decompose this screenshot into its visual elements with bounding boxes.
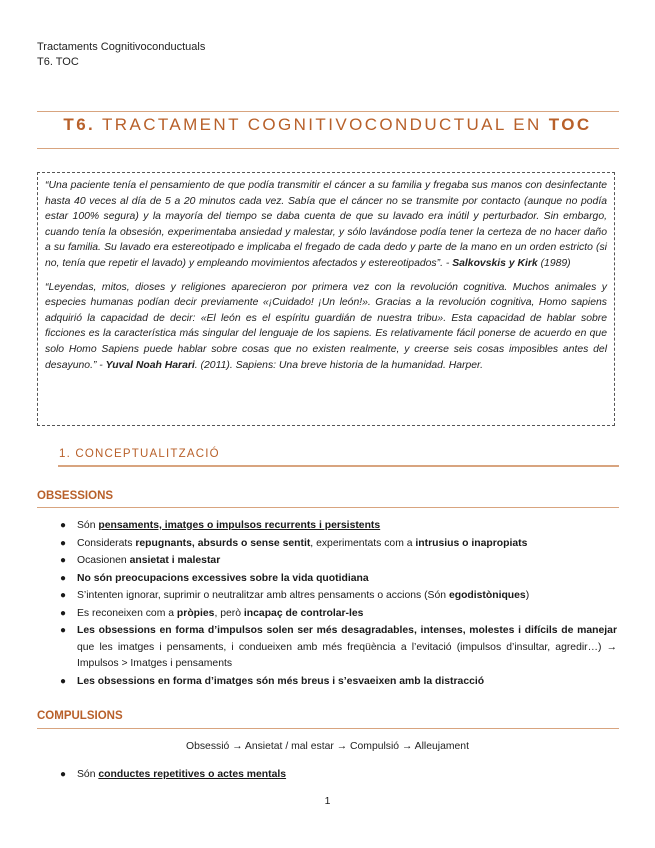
title-suffix: TOC [548, 115, 592, 134]
quote-1-author: Salkovskis y Kirk [452, 257, 538, 269]
quote-2: “Leyendas, mitos, dioses y religiones aparecieron por primera vez con la revolución cognitiva. Muchos animales y especies humanas podían decir previamente «¡Cuidado! ¡Un león!». Gracias a la revolución cognitiva, Homo sapiens adquirió la capacidad de decir: «El león es el espíritu guardián de nuestra tribu». Esta capacidad de hablar sobre ficciones es la característica más singular del lenguaje de los sapiens. Es relativamente fácil ponerse de acuerdo en que solo Homo Sapiens puede hablar sobre cosas que no existen realmente, y creerse seis cosas imposibles antes del desayuno.” - Yuval Noah Harari. (2011). Sapiens: Una breve historia de la humanidad. Harper. [45, 281, 607, 371]
compulsions-list [37, 767, 617, 785]
compulsions-rule [37, 728, 619, 729]
section-heading-conceptualitzacio: 1. CONCEPTUALITZACIÓ [59, 448, 220, 460]
list-item: ● Són conductes repetitives o actes mentals [60, 769, 287, 780]
quote-box [37, 172, 615, 426]
running-header [37, 40, 205, 70]
title-bottom-rule [37, 148, 619, 149]
list-item: ● Les obsessions en forma d’impulsos solen ser més desagradables, intenses, molestes i difícils de manejar que les imatges i pensaments, i condueixen amb més freqüència a l’evitació (impulsos d’insultar, agredir…) → Impulsos > Imatges i pensaments [60, 625, 617, 669]
list-item: ● Ocasionen ansietat i malestar [60, 555, 221, 566]
list-item: ● S’intenten ignorar, suprimir o neutralitzar amb altres pensaments o accions (Són egodistòniques) [60, 590, 530, 601]
header-course: Tractaments Cognitivoconductuals [37, 41, 206, 53]
list-item: ● No són preocupacions excessives sobre la vida quotidiana [60, 572, 369, 584]
obsessions-list [37, 518, 617, 691]
list-item: ● Considerats repugnants, absurds o sense sentit, experimentats com a intrusius o inapropiats [60, 537, 528, 549]
compulsions-heading: COMPULSIONS [37, 710, 123, 722]
list-item: ● Són pensaments, imatges o impulsos recurrents i persistents [60, 520, 381, 531]
obsessions-heading: OBSESSIONS [37, 490, 114, 502]
title-top-rule [37, 111, 619, 112]
obsessions-rule [37, 507, 619, 508]
header-topic: T6. TOC [37, 56, 79, 68]
list-item: ● Es reconeixen com a pròpies, però incapaç de controlar-les [60, 607, 364, 619]
title-middle: TRACTAMENT COGNITIVOCONDUCTUAL EN [95, 115, 549, 134]
section-rule [58, 465, 619, 467]
quote-2-author: Yuval Noah Harari [105, 359, 195, 371]
list-item: ● Les obsessions en forma d’imatges són més breus i s’esvaeixen amb la distracció [60, 675, 485, 687]
title-prefix: T6. [63, 115, 96, 134]
page-title [0, 115, 655, 135]
compulsion-cycle-flow: Obsessió → Ansietat / mal estar → Compulsió → Alleujament [186, 741, 469, 752]
page-number: 1 [324, 796, 331, 807]
quote-1: “Una paciente tenía el pensamiento de que podía transmitir el cáncer a su familia y fregaba sus manos con desinfectante hasta 40 veces al día de 5 a 20 minutos cada vez. Sabía que el cáncer no se transmite por contacto (aunque no podía estar 100% segura) y la mayoría del tiempo se daba cuenta de que su lavado era inútil y perturbador. Sin embargo, cuando tenía la obsesión, experimentaba ansiedad y malestar, y sólo lavándose podía tener la certeza de no hacer daño a su familia. Su lavado era estereotipado e implicaba el fregado de cada dedo y parte de la mano en un orden estricto (si no, tenía que repetir el lavado) y empleando movimientos afectados y estereotipados”. - Salkovskis y Kirk (1989) [45, 180, 607, 269]
